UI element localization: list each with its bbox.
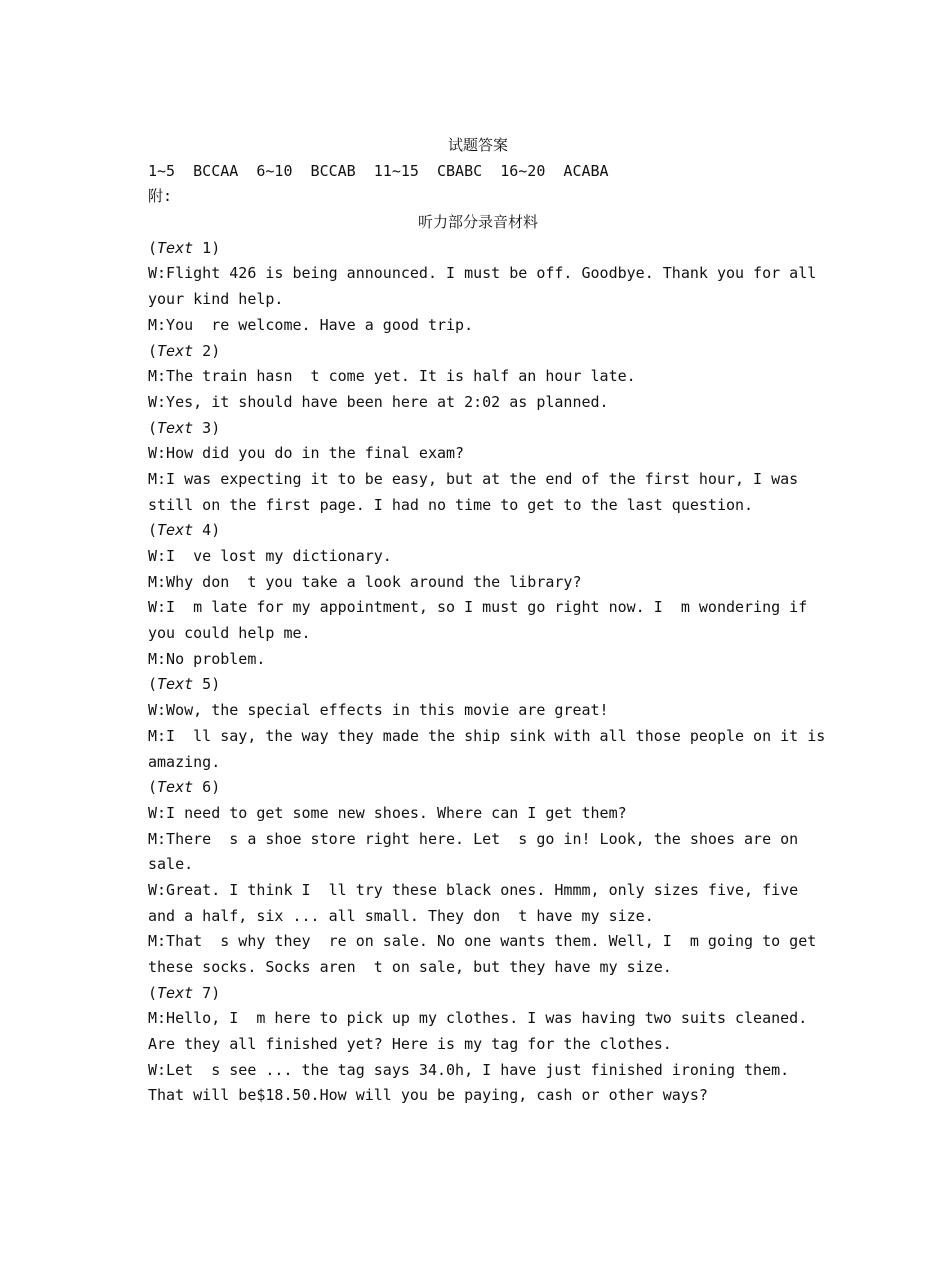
text-word: Text xyxy=(157,983,194,1002)
transcript-line: still on the first page. I had no time to get to the last question. xyxy=(148,495,754,514)
transcript-line: sale. xyxy=(148,855,194,874)
document-title: 试题答案 xyxy=(447,136,508,154)
text-number: 2) xyxy=(193,341,221,360)
transcript-line: M:The train hasn t come yet. It is half an hour late. xyxy=(148,367,636,386)
text-word: Text xyxy=(157,521,194,540)
transcript-line: W:Yes, it should have been here at 2:02 as planned. xyxy=(148,392,609,411)
appendix-label: 附: xyxy=(148,187,173,206)
text-label: (Text 2) xyxy=(148,341,221,360)
transcript-line: amazing. xyxy=(148,752,221,771)
text-word: Text xyxy=(157,341,194,360)
text-label: (Text 1) xyxy=(148,238,221,257)
text-label: (Text 3) xyxy=(148,418,221,437)
text-word: Text xyxy=(157,675,194,694)
text-word: Text xyxy=(157,238,194,257)
text-word: Text xyxy=(157,418,194,437)
transcript-line: your kind help. xyxy=(148,290,284,309)
transcript-line: W:Great. I think I ll try these black ones. Hmmm, only sizes five, five xyxy=(148,880,799,899)
text-number: 3) xyxy=(193,418,221,437)
transcript-line: M:That s why they re on sale. No one wants them. Well, I m going to get xyxy=(148,932,817,951)
text-number: 5) xyxy=(193,675,221,694)
text-number: 6) xyxy=(193,778,221,797)
transcript-line: M:No problem. xyxy=(148,649,266,668)
text-number: 1) xyxy=(193,238,221,257)
transcript-line: M:Why don t you take a look around the library? xyxy=(148,572,582,591)
document-page xyxy=(148,133,826,1109)
answer-key: 1~5 BCCAA 6~10 BCCAB 11~15 CBABC 16~20 ACABA xyxy=(148,161,609,180)
transcript-line: W:Wow, the special effects in this movie are great! xyxy=(148,701,609,720)
transcript-line: W:I need to get some new shoes. Where can I get them? xyxy=(148,803,627,822)
text-label: (Text 5) xyxy=(148,675,221,694)
transcript-line: Are they all finished yet? Here is my tag for the clothes. xyxy=(148,1035,672,1054)
transcript-body xyxy=(148,236,826,1109)
transcript-line: W:I m late for my appointment, so I must go right now. I m wondering if xyxy=(148,598,808,617)
transcript-line: M:I ll say, the way they made the ship sink with all those people on it is xyxy=(148,726,826,745)
transcript-line: M:I was expecting it to be easy, but at the end of the first hour, I was xyxy=(148,469,799,488)
text-label: (Text 7) xyxy=(148,983,221,1002)
transcript-line: M:There s a shoe store right here. Let s go in! Look, the shoes are on xyxy=(148,829,799,848)
transcript-line: That will be$18.50.How will you be paying, cash or other ways? xyxy=(148,1086,708,1105)
text-label: (Text 4) xyxy=(148,521,221,540)
transcript-line: W:Flight 426 is being announced. I must be off. Goodbye. Thank you for all xyxy=(148,264,817,283)
transcript-line: W:How did you do in the final exam? xyxy=(148,444,465,463)
transcript-line: W:I ve lost my dictionary. xyxy=(148,547,392,565)
text-word: Text xyxy=(157,778,194,797)
text-label: (Text 6) xyxy=(148,778,221,797)
transcript-line: and a half, six ... all small. They don t have my size. xyxy=(148,906,654,925)
transcript-line: M:You re welcome. Have a good trip. xyxy=(148,315,474,334)
transcript-line: you could help me. xyxy=(148,624,311,643)
text-number: 4) xyxy=(193,521,221,540)
text-number: 7) xyxy=(193,983,221,1002)
transcript-line: these socks. Socks aren t on sale, but they have my size. xyxy=(148,958,672,976)
transcript-title: 听力部分录音材料 xyxy=(417,213,538,232)
transcript-line: W:Let s see ... the tag says 34.0h, I have just finished ironing them. xyxy=(148,1060,790,1079)
transcript-line: M:Hello, I m here to pick up my clothes. I was having two suits cleaned. xyxy=(148,1009,808,1028)
